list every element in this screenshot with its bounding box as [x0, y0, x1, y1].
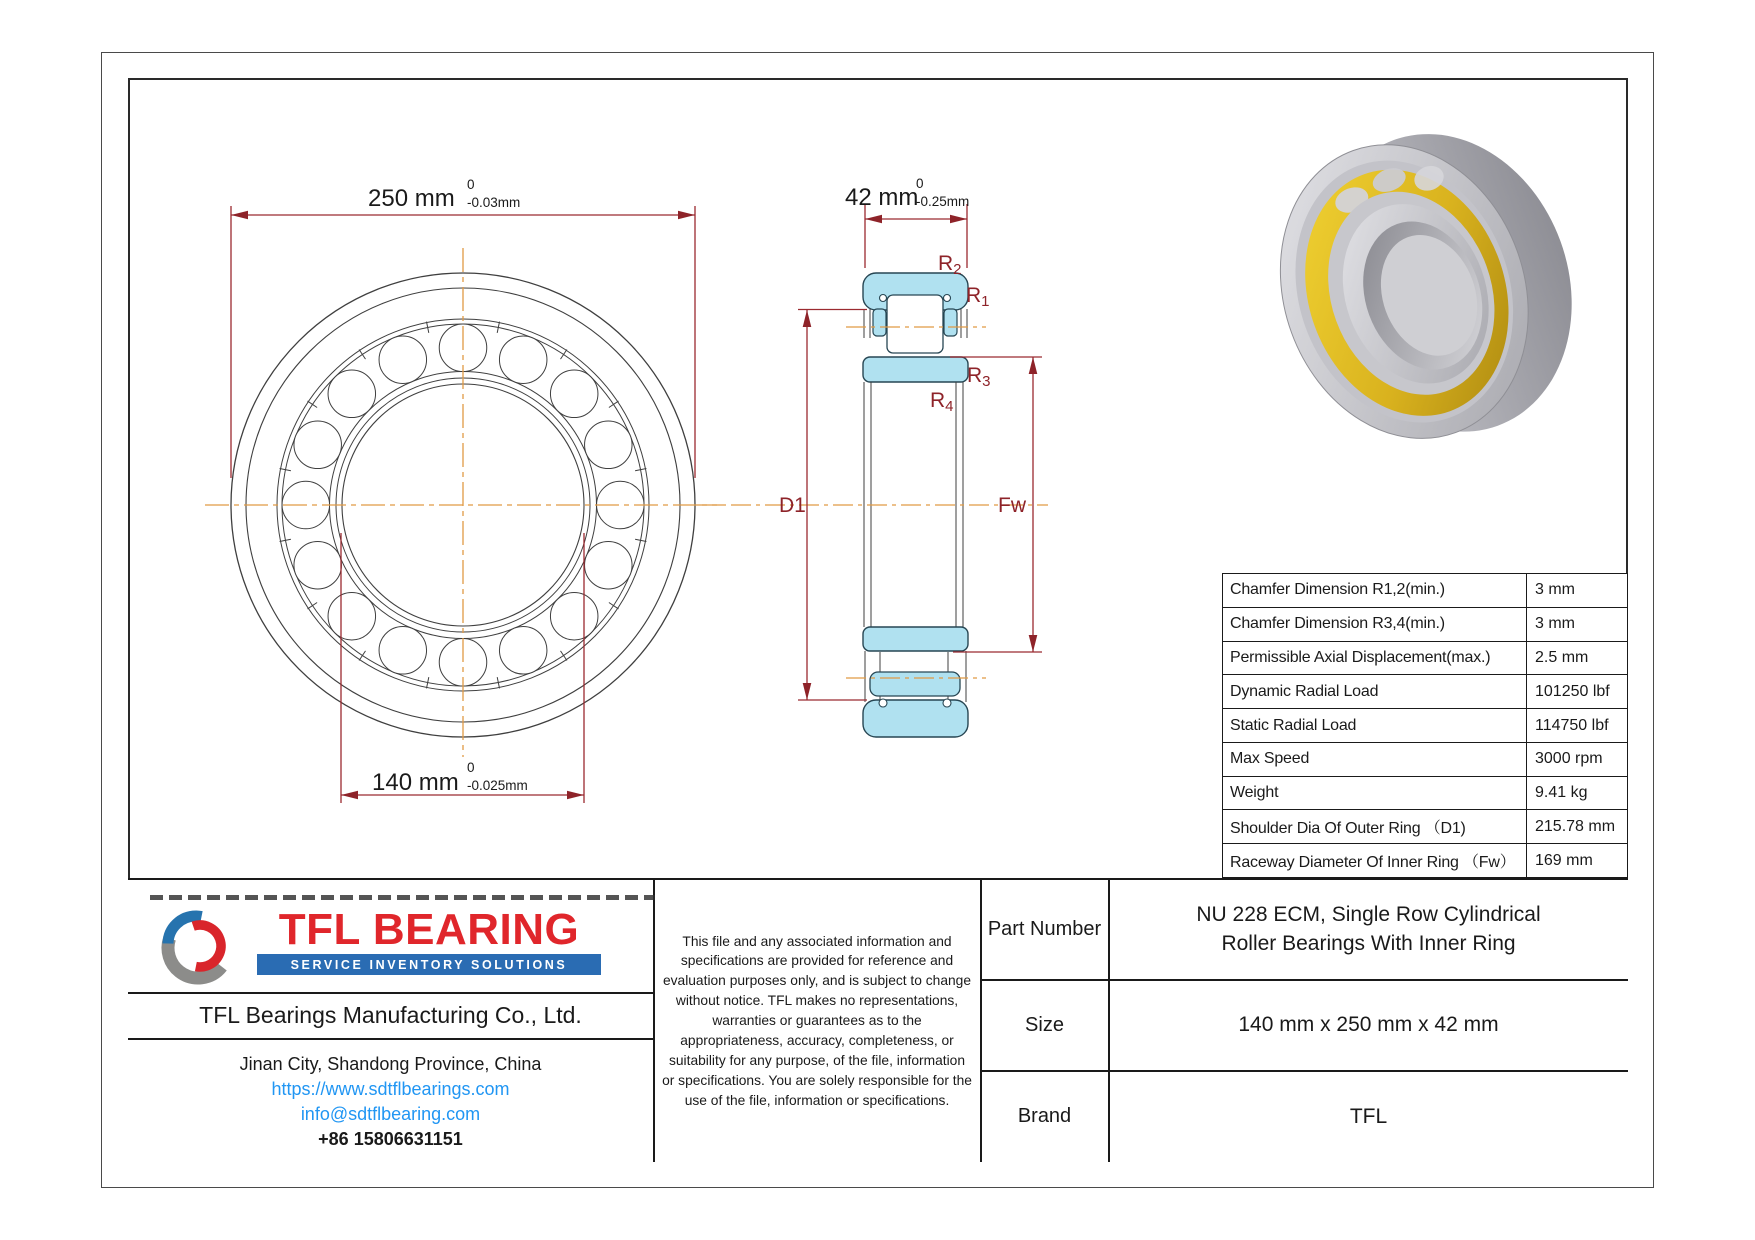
brand-logo-text: TFL BEARING	[278, 905, 580, 954]
spec-label: Static Radial Load	[1223, 709, 1527, 742]
label-r4: R4	[930, 389, 954, 415]
spec-value: 114750 lbf	[1535, 716, 1609, 734]
roller	[585, 541, 633, 589]
roller	[379, 336, 427, 384]
section-view	[697, 273, 1048, 737]
roller-top-section	[887, 295, 943, 353]
table-row	[1223, 641, 1627, 675]
roller-corner-right	[944, 295, 951, 302]
spec-value: 215.78 mm	[1535, 817, 1616, 835]
spec-value: 3 mm	[1535, 581, 1575, 599]
cage-pocket-tick	[609, 603, 619, 609]
label-fw: Fw	[998, 494, 1026, 517]
part-number-value-text: NU 228 ECM, Single Row Cylindrical Roller Bearings With Inner Ring	[1196, 903, 1541, 955]
label-r3: R3	[967, 364, 991, 390]
spec-label: Permissible Axial Displacement(max.)	[1223, 642, 1527, 675]
bore-tol-top: 0	[467, 760, 475, 775]
roller	[499, 627, 547, 675]
spec-value: 169 mm	[1535, 851, 1593, 869]
part-number-value	[1109, 880, 1628, 979]
tfl-logo-icon	[154, 902, 244, 992]
spec-value: 3000 rpm	[1535, 750, 1603, 768]
cage-pocket-tick	[561, 651, 567, 661]
label-r1: R1	[966, 284, 990, 310]
divider	[128, 1038, 653, 1040]
inner-ring-bottom-section	[863, 627, 968, 651]
spec-value: 2.5 mm	[1535, 648, 1589, 666]
roller-corner-bl	[879, 699, 887, 707]
email-link[interactable]: info@sdtflbearing.com	[300, 1104, 481, 1124]
table-row	[1223, 574, 1627, 607]
spec-value: 3 mm	[1535, 615, 1575, 633]
roller	[550, 370, 598, 418]
spec-label: Chamfer Dimension R3,4(min.)	[1223, 608, 1527, 641]
disclaimer-text: This file and any associated information and specifications are provided for reference and evaluation purposes only, and is subject to change without notice. TFL makes no representations, warranties or guarantees as to the appropriateness, accuracy, completeness, or suitability for any purpose, of the file, information or specifications. You are solely responsible for the use of the file, information or specifications.	[662, 933, 972, 1108]
roller	[499, 336, 547, 384]
roller	[328, 592, 376, 640]
roller	[294, 541, 342, 589]
outer-ring-bottom-section	[863, 700, 968, 737]
size-label: Size	[1025, 1013, 1064, 1036]
table-row	[1223, 843, 1627, 877]
bore-tol-bottom: -0.025mm	[467, 778, 528, 793]
spec-label: Chamfer Dimension R1,2(min.)	[1223, 574, 1527, 607]
cage-pocket-tick	[359, 350, 365, 360]
cage-pocket-tick	[308, 603, 318, 609]
width-dim-text: 42 mm	[845, 184, 919, 211]
cage-top-left	[873, 309, 886, 336]
bore-dim-text: 140 mm	[372, 769, 459, 796]
phone-number: +86 15806631151	[318, 1129, 463, 1149]
cage-pocket-tick	[609, 401, 619, 407]
spec-table	[1222, 573, 1628, 878]
spec-label: Weight	[1223, 777, 1527, 810]
inner-ring-top-section	[863, 357, 968, 382]
roller	[550, 592, 598, 640]
label-r2: R2	[938, 252, 962, 278]
width-tol-bottom: -0.25mm	[916, 194, 970, 209]
width-tol-top: 0	[916, 176, 924, 191]
table-row	[1223, 809, 1627, 843]
cage-top-right	[944, 309, 957, 336]
table-row	[1223, 674, 1627, 708]
od-dim-text: 250 mm	[368, 185, 455, 212]
od-tol-top: 0	[467, 177, 475, 192]
spec-value: 9.41 kg	[1535, 784, 1588, 802]
roller-corner-left	[880, 295, 887, 302]
table-row	[1223, 742, 1627, 776]
logo-hatch-line	[150, 895, 655, 900]
roller	[585, 421, 633, 469]
cage-pocket-tick	[561, 350, 567, 360]
roller-corner-br	[943, 699, 951, 707]
cage-bottom-section	[870, 672, 960, 696]
spec-label: Max Speed	[1223, 743, 1527, 776]
brand-label: Brand	[1017, 1105, 1072, 1127]
brand-tagline: SERVICE INVENTORY SOLUTIONS	[257, 954, 601, 975]
table-row	[1223, 708, 1627, 742]
roller	[328, 370, 376, 418]
cage-pocket-tick	[308, 401, 318, 407]
size-value: 140 mm x 250 mm x 42 mm	[1238, 1013, 1499, 1036]
spec-label: Raceway Diameter Of Inner Ring （Fw）	[1223, 844, 1527, 877]
bearing-3d-render	[1240, 95, 1612, 482]
roller	[294, 421, 342, 469]
website-link[interactable]: https://www.sdtflbearings.com	[271, 1079, 510, 1099]
roller	[379, 627, 427, 675]
spec-value: 101250 lbf	[1535, 682, 1610, 700]
table-row	[1223, 607, 1627, 641]
company-address: Jinan City, Shandong Province, China	[239, 1054, 542, 1074]
od-tol-bottom: -0.03mm	[467, 195, 521, 210]
label-d1: D1	[779, 494, 806, 517]
brand-value: TFL	[1349, 1104, 1388, 1128]
title-block	[128, 878, 1628, 1160]
cage-pocket-tick	[359, 651, 365, 661]
spec-label: Dynamic Radial Load	[1223, 675, 1527, 708]
part-number-label: Part Number	[987, 918, 1102, 940]
company-contact-block	[128, 1052, 653, 1152]
table-row	[1223, 776, 1627, 810]
divider	[653, 880, 655, 1162]
spec-label: Shoulder Dia Of Outer Ring （D1)	[1223, 810, 1527, 843]
company-name: TFL Bearings Manufacturing Co., Ltd.	[199, 1001, 582, 1028]
